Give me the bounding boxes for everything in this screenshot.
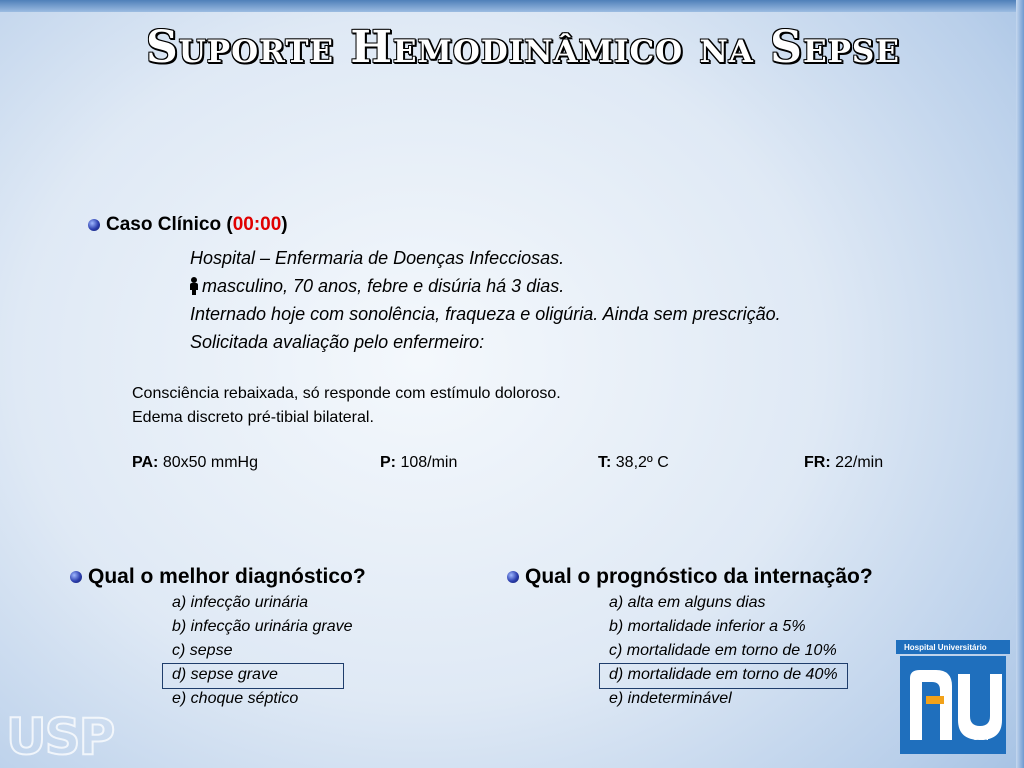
case-line-patient (190, 272, 781, 300)
top-accent-bar (0, 0, 1024, 12)
question1-option-d-highlighted[interactable]: d) sepse grave (162, 663, 344, 689)
exam-line-edema: Edema discreto pré-tibial bilateral. (132, 409, 374, 426)
case-heading-suffix: ) (281, 214, 288, 235)
question1-option-c[interactable]: c) sepse (172, 642, 233, 659)
vital-temperature-value: 38,2º C (615, 454, 669, 471)
case-line-request: Solicitada avaliação pelo enfermeiro: (190, 332, 485, 352)
hu-logo-caption: Hospital Universitário (904, 643, 987, 652)
question2-heading (507, 565, 873, 589)
question2-option-b[interactable]: b) mortalidade inferior a 5% (609, 618, 806, 635)
vital-temperature-label: T: (598, 454, 612, 471)
vital-respiratory-rate-value: 22/min (835, 454, 884, 471)
case-line-admission: Internado hoje com sonolência, fraqueza e oligúria. Ainda sem prescrição. (190, 304, 781, 324)
exam-findings (132, 382, 561, 430)
vital-pulse (380, 454, 457, 472)
question1-heading-text: Qual o melhor diagnóstico? (88, 565, 366, 588)
vital-respiratory-rate-label: FR: (804, 454, 831, 471)
exam-line-consciousness: Consciência rebaixada, só responde com estímulo doloroso. (132, 385, 561, 402)
case-description (190, 244, 781, 356)
male-symbol-icon (190, 277, 198, 295)
question1-options (172, 591, 363, 711)
question1-option-a[interactable]: a) infecção urinária (172, 594, 309, 611)
hu-logo-usp: USP (972, 732, 993, 743)
question1-option-b[interactable]: b) infecção urinária grave (172, 618, 353, 635)
question2-options (609, 591, 858, 711)
question1-option-e[interactable]: e) choque séptico (172, 690, 299, 707)
bullet-sphere-icon (88, 219, 100, 231)
case-line-hospital: Hospital – Enfermaria de Doenças Infecciosas. (190, 248, 565, 268)
vital-respiratory-rate (804, 454, 883, 472)
case-time: 00:00 (232, 214, 282, 235)
question2-heading-text: Qual o prognóstico da internação? (525, 565, 873, 588)
vital-pa-label: PA: (132, 454, 159, 471)
vital-pulse-label: P: (380, 454, 396, 471)
question2-option-e[interactable]: e) indeterminável (609, 690, 732, 707)
hu-logo-accent (926, 696, 944, 704)
case-line-patient-text: masculino, 70 anos, febre e disúria há 3 dias. (202, 276, 565, 296)
question2-option-c[interactable]: c) mortalidade em torno de 10% (609, 642, 837, 659)
question2-option-d-highlighted[interactable]: d) mortalidade em torno de 40% (599, 663, 848, 689)
vital-pa (132, 454, 258, 472)
bullet-sphere-icon (70, 571, 82, 583)
vital-temperature (598, 454, 669, 472)
case-heading (88, 214, 288, 236)
bullet-sphere-icon (507, 571, 519, 583)
question2-option-a[interactable]: a) alta em alguns dias (609, 594, 766, 611)
slide-title: Suporte Hemodinâmico na Sepse (146, 22, 900, 73)
case-heading-prefix: Caso Clínico ( (106, 214, 233, 235)
right-accent-bar (1016, 0, 1024, 768)
usp-watermark-logo: USP (6, 708, 114, 766)
vital-pa-value: 80x50 mmHg (162, 454, 258, 471)
question1-heading (70, 565, 366, 589)
vital-pulse-value: 108/min (400, 454, 458, 471)
